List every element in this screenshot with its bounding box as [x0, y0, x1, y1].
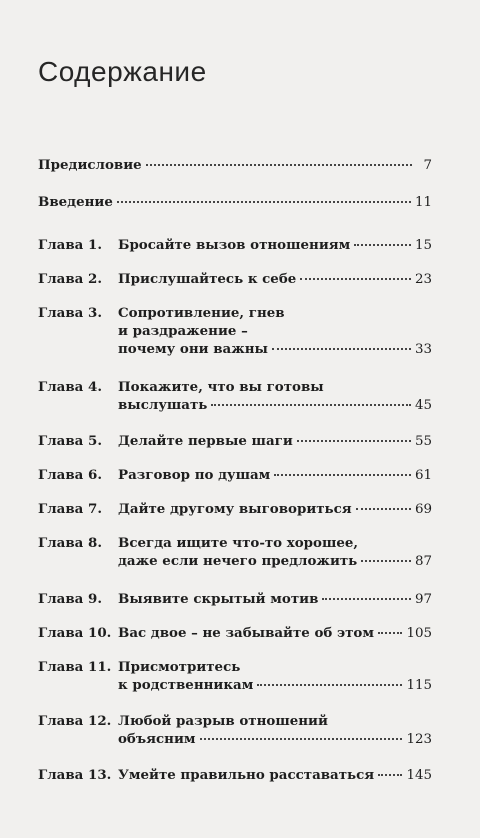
entry-title-line: Присмотритесь [118, 659, 241, 675]
dot-leader [322, 598, 411, 600]
toc-entry [38, 156, 432, 175]
page-number: 33 [414, 342, 432, 357]
chapter-number: Глава 3. [38, 305, 102, 321]
toc-entry [38, 193, 432, 212]
page-number: 15 [414, 238, 432, 253]
chapter-number: Глава 5. [38, 433, 102, 449]
dot-leader [300, 278, 411, 280]
chapter-number: Глава 6. [38, 467, 102, 483]
page-number: 61 [414, 468, 432, 483]
entry-title-line: Дайте другому выговориться [118, 501, 352, 517]
toc-entry [38, 712, 432, 749]
toc-entry [38, 270, 432, 289]
toc-entry [38, 500, 432, 519]
entry-title-line: Прислушайтесь к себе [118, 271, 297, 287]
toc-entry [38, 466, 432, 485]
page-number: 23 [414, 272, 432, 287]
entry-title-line: Выявите скрытый мотив [118, 591, 319, 607]
dot-leader [211, 404, 411, 406]
toc-entry [38, 624, 432, 643]
entry-title-line: объясним [118, 731, 196, 747]
entry-title-line: Предисловие [38, 157, 142, 173]
page-number: 55 [414, 434, 432, 449]
entry-title-line: Разговор по душам [118, 467, 271, 483]
toc-entry [38, 432, 432, 451]
entry-title-line: Всегда ищите что-то хорошее, [118, 535, 359, 551]
page-number: 145 [406, 768, 432, 783]
page-number: 105 [406, 626, 432, 641]
dot-leader [378, 774, 402, 776]
page-title: Содержание [38, 56, 207, 87]
dot-leader [146, 164, 412, 166]
entry-title-line: выслушать [118, 397, 208, 413]
toc-entry [38, 766, 432, 785]
entry-title-line: Любой разрыв отношений [118, 713, 328, 729]
dot-leader [117, 201, 411, 203]
chapter-number: Глава 13. [38, 767, 112, 783]
page-number: 45 [414, 398, 432, 413]
entry-title-line: Делайте первые шаги [118, 433, 293, 449]
page-number: 87 [414, 554, 432, 569]
toc-entry [38, 534, 432, 571]
dot-leader [274, 474, 411, 476]
toc-entry [38, 236, 432, 255]
chapter-number: Глава 10. [38, 625, 112, 641]
entry-title-line: Умейте правильно расставаться [118, 767, 375, 783]
page-number: 115 [406, 678, 432, 693]
entry-title-line: почему они важны [118, 341, 268, 357]
chapter-number: Глава 8. [38, 535, 102, 551]
dot-leader [361, 560, 411, 562]
dot-leader [272, 348, 411, 350]
entry-title-line: Бросайте вызов отношениям [118, 237, 351, 253]
page-number: 7 [423, 158, 432, 173]
dot-leader [378, 632, 402, 634]
dot-leader [257, 684, 402, 686]
chapter-number: Глава 9. [38, 591, 102, 607]
chapter-number: Глава 1. [38, 237, 102, 253]
entry-title-line: даже если нечего предложить [118, 553, 358, 569]
entry-title-line: Сопротивление, гнев [118, 305, 285, 321]
chapter-number: Глава 2. [38, 271, 102, 287]
page-number: 97 [414, 592, 432, 607]
chapter-number: Глава 11. [38, 659, 112, 675]
dot-leader [200, 738, 403, 740]
toc-entry [38, 658, 432, 695]
entry-title-line: к родственникам [118, 677, 254, 693]
page-number: 11 [414, 195, 432, 210]
toc-entry [38, 304, 432, 359]
entry-title-line: Вас двое – не забывайте об этом [118, 625, 374, 641]
entry-title-line: Покажите, что вы готовы [118, 379, 324, 395]
page-number: 123 [406, 732, 432, 747]
dot-leader [354, 244, 411, 246]
toc-entry [38, 590, 432, 609]
toc-entry [38, 378, 432, 415]
dot-leader [297, 440, 411, 442]
dot-leader [356, 508, 411, 510]
entry-title-line: и раздражение – [118, 323, 248, 339]
chapter-number: Глава 12. [38, 713, 112, 729]
entry-title-line: Введение [38, 194, 113, 210]
chapter-number: Глава 4. [38, 379, 102, 395]
page-number: 69 [414, 502, 432, 517]
chapter-number: Глава 7. [38, 501, 102, 517]
